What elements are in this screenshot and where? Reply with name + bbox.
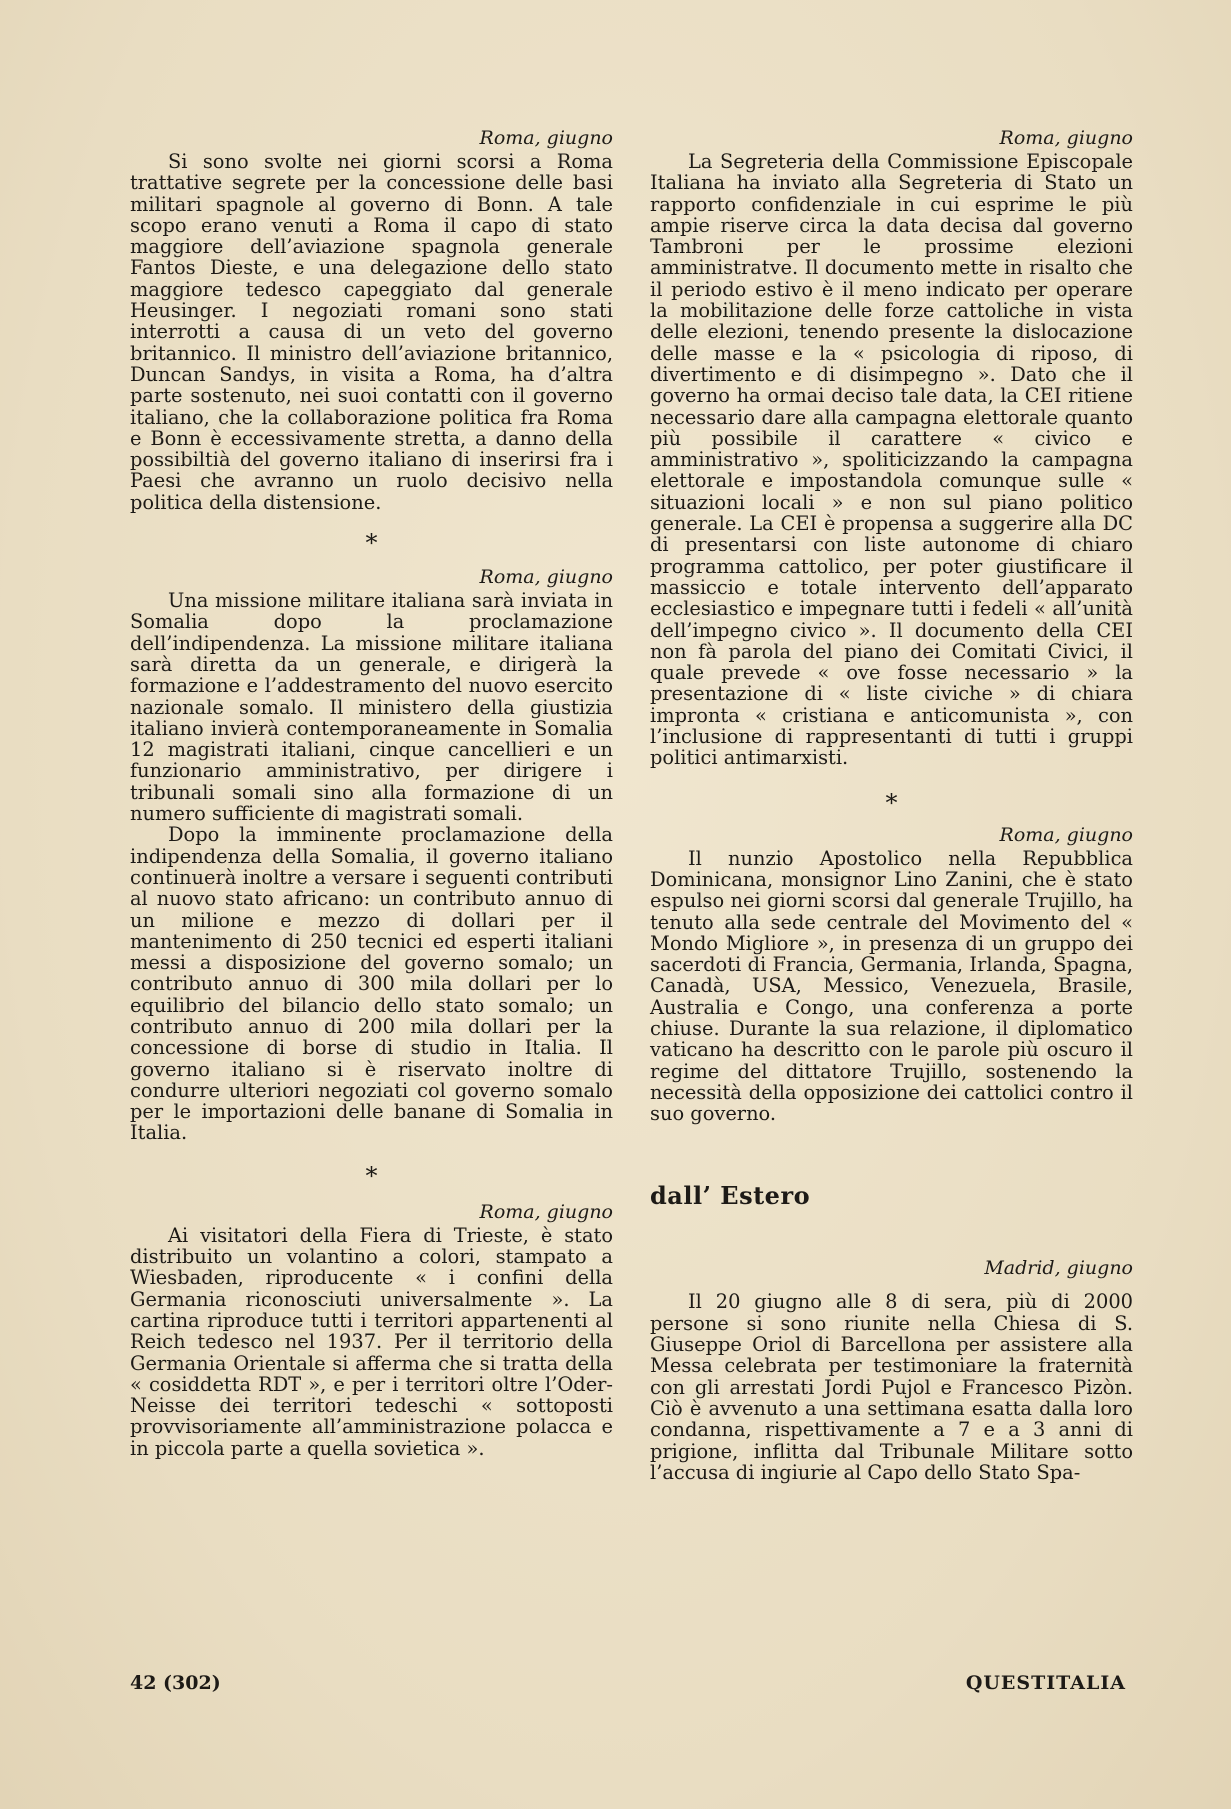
asterisk-separator: * [365, 1161, 378, 1190]
article-paragraph: Dopo la imminente proclamazione della indipendenza della Somalia, il governo italiano continuerà inoltre a versare i seguenti contributi al nuovo stato africano: un contributo annuo di un milione e mezzo di dollari per il mantenimento di 250 tecnici ed esperti italiani messi a disposizione del governo somalo; un contributo annuo di 300 mila dollari per lo equilibrio del bilancio dello stato somalo; un contributo annuo di 200 mila dollari per la concessione di borse di studio in Italia. Il governo italiano si è riservato inoltre di condurre ulteriori negoziati col governo somalo per le importazioni delle banane di Somalia in Italia. [130, 823, 613, 1145]
dateline: Roma, giugno [479, 1200, 613, 1223]
article-paragraph: La Segreteria della Commissione Episcopale Italiana ha inviato alla Segreteria di Stato un rapporto confidenziale in cui esprime le più ampie riserve circa la data decisa dal governo Tambroni per le prossime elezioni amministratve. Il documento mette in risalto che il periodo estivo è il meno indicato per operare la mobilitazione delle forze cattoliche in vista delle elezioni, tenendo presente la dislocazione delle masse e la « psicologia di riposo, di divertimento e di disimpegno ». Dato che il governo ha ormai deciso tale data, la CEI ritiene necessario dare alla campagna elettorale quanto più possibile il carattere « civico e amministrativo », spoliticizzando la campagna elettorale e impostandola comunque sulle « situazioni locali » e non sul piano politico generale. La CEI è propensa a suggerire alla DC di presentarsi con liste autonome di chiaro programma cattolico, per poter giustificare il massiccio e totale intervento dell’apparato ecclesiastico e impegnare tutti i fedeli « all’unità dell’impegno civico ». Il documento della CEI non fà parola del piano dei Comitati Civici, il quale prevede « ove fosse necessario » la presentazione di « liste civiche » di chiara impronta « cristiana e anticomunista », con l’inclusione di rappresentanti di tutti i gruppi politici antimarxisti. [650, 150, 1133, 770]
asterisk-separator: * [365, 529, 378, 558]
asterisk-separator: * [885, 788, 898, 817]
dateline: Roma, giugno [479, 127, 613, 149]
article-fiera-trieste [130, 1202, 613, 1459]
article-paragraph: Il 20 giugno alle 8 di sera, più di 2000 persone si sono riunite nella Chiesa di S. Giuseppe Oriol di Barcellona per assistere alla Messa celebrata per testimoniare la fraternità con gli arrestati Jordi Pujol e Francesco Pizòn. Ciò è avvenuto a una settimana esatta dalla loro condanna, rispettivamente a 7 e a 3 anni di prigione, inflitta dal Tribunale Militare sotto l’accusa di ingiurie al Capo dello Stato Spa- [650, 1290, 1133, 1484]
article-paragraph: Il nunzio Apostolico nella Repubblica Dominicana, monsignor Lino Zanini, che è stato espulso nei giorni scorsi dal generale Trujillo, ha tenuto alla sede centrale del Movimento del « Mondo Migliore », in presenza di un gruppo dei sacerdoti di Francia, Germania, Irlanda, Spagna, Canadà, USA, Messico, Venezuela, Brasile, Australia e Congo, una conferenza a porte chiuse. Durante la sua relazione, il diplomatico vaticano ha descritto con le parole più oscuro il regime del dittatore Trujillo, sostenendo la necessità della opposizione dei cattolici contro il suo governo. [650, 846, 1133, 1126]
article-paragraph: Ai visitatori della Fiera di Trieste, è stato distribuito un volantino a colori, stampato a Wiesbaden, riproducente « i confini della Germania riconosciuti universalmente ». La cartina riproduce tutti i territori appartenenti al Reich tedesco nel 1937. Per il territorio della Germania Orientale si afferma che si tratta della « cosiddetta RDT », e per i territori oltre l’Oder-Neisse dei territori tedeschi « sottoposti provvisoriamente all’amministrazione polacca e in piccola parte a quella sovietica ». [130, 1223, 613, 1460]
page-number: 42 (302) [130, 1672, 221, 1694]
article-paragraph: Una missione militare italiana sarà inviata in Somalia dopo la proclamazione dell’indipendenza. La missione militare italiana sarà diretta da un generale, e dirigerà la formazione e l’addestramento del nuovo esercito nazionale somalo. Il ministero della giustizia italiano invierà contemporaneamente in Somalia 12 magistrati italiani, cinque cancellieri e un funzionario amministrativo, per dirigere i tribunali somali sino alla formazione di un numero sufficiente di magistrati somali. [130, 589, 613, 826]
dateline: Madrid, giugno [984, 1257, 1133, 1280]
right-column [650, 128, 1133, 1483]
article-cei-elezioni [650, 128, 1133, 769]
article-basi-spagnole [130, 128, 613, 513]
article-missione-somalia [130, 567, 613, 1144]
article-nunzio-trujillo [650, 825, 1133, 1125]
article-paragraph: Si sono svolte nei giorni scorsi a Roma trattative segrete per la concessione delle basi militari spagnole al governo di Bonn. A tale scopo erano venuti a Roma il capo di stato maggiore dell’aviazione spagnola generale Fantos Dieste, e una delegazione dello stato maggiore tedesco capeggiato dal generale Heusinger. I negoziati romani sono stati interrotti a causa di un veto del governo britannico. Il ministro dell’aviazione britannico, Duncan Sandys, in visita a Roma, ha d’altra parte sostenuto, nei suoi contatti con il governo italiano, che la collaborazione politica fra Roma e Bonn è eccessivamente stretta, a danno della possibiltià del governo italiano di inserirsi fra i Paesi che avranno un ruolo decisivo nella politica della distensione. [130, 150, 613, 514]
left-column [130, 128, 613, 1459]
dateline: Roma, giugno [999, 127, 1133, 149]
section-title: dall’ Estero [650, 1181, 811, 1211]
article-madrid [650, 1258, 1133, 1483]
magazine-name: QUESTITALIA [965, 1672, 1126, 1694]
dateline: Roma, giugno [999, 823, 1133, 846]
dateline: Roma, giugno [479, 566, 613, 589]
